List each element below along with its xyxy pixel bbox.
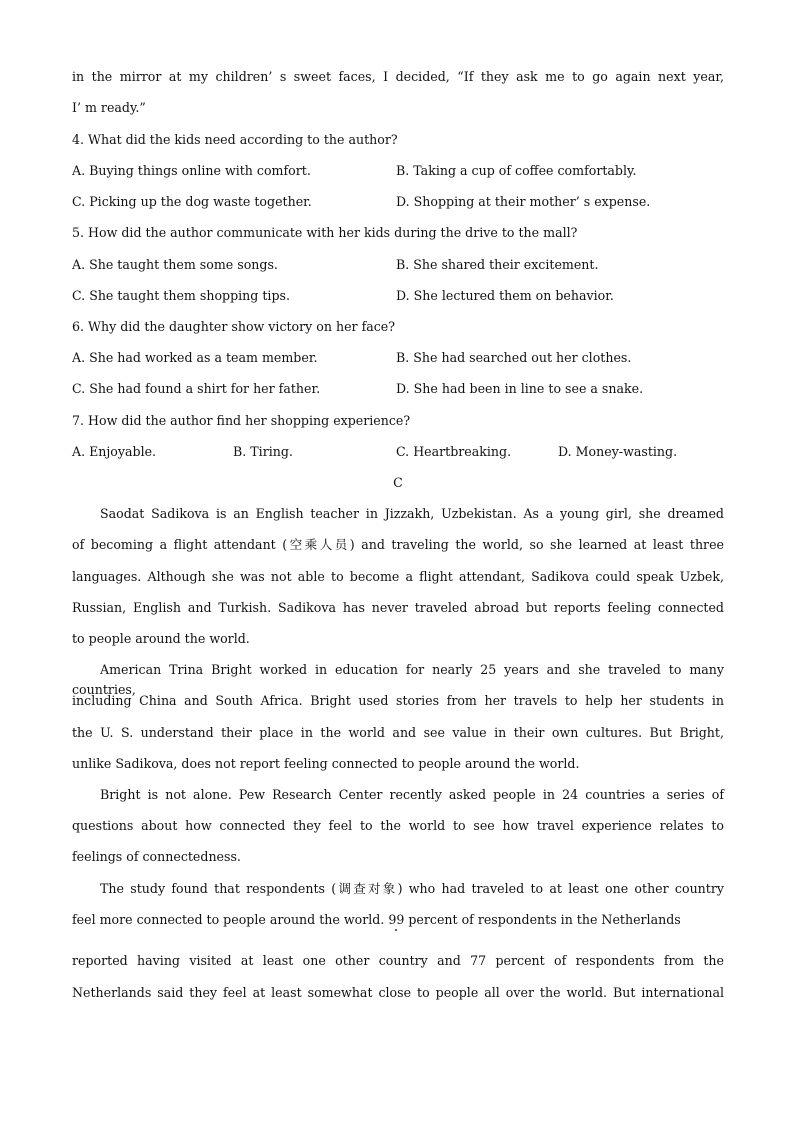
passage-line: Saodat Sadikova is an English teacher in Jizzakh, Uzbekistan. As a young girl, she dreamed bbox=[100, 506, 724, 521]
passage-line: feel more connected to people around the world. 99 percent of respondents in the Netherlands bbox=[72, 912, 681, 927]
question-4-stem: 4. What did the kids need according to the author? bbox=[72, 132, 398, 147]
passage-line: including China and South Africa. Bright used stories from her travels to help her students in bbox=[72, 693, 724, 708]
chinese-gloss: 空乘人员 bbox=[287, 537, 350, 552]
passage-text: of becoming a flight attendant ( bbox=[72, 537, 288, 552]
option-c[interactable]: C. Heartbreaking. bbox=[396, 444, 512, 459]
question-7-stem: 7. How did the author find her shopping experience? bbox=[72, 413, 411, 428]
passage-line: feelings of connectedness. bbox=[72, 849, 241, 864]
chinese-gloss: 调查对象 bbox=[336, 881, 398, 896]
option-c[interactable]: C. She taught them shopping tips. bbox=[72, 288, 290, 303]
option-a[interactable]: A. Buying things online with comfort. bbox=[72, 163, 311, 178]
option-c[interactable]: C. She had found a shirt for her father. bbox=[72, 381, 321, 396]
passage-line: American Trina Bright worked in education for nearly 25 years and she traveled to many countries, bbox=[72, 662, 724, 697]
passage-text: The study found that respondents ( bbox=[100, 881, 337, 896]
passage-line: reported having visited at least one other country and 77 percent of respondents from the bbox=[72, 953, 724, 968]
option-b[interactable]: B. She had searched out her clothes. bbox=[396, 350, 632, 365]
passage-line bbox=[72, 879, 724, 899]
passage-line: Russian, English and Turkish. Sadikova has never traveled abroad but reports feeling connected bbox=[72, 600, 724, 615]
stray-dot bbox=[395, 929, 397, 931]
option-b[interactable]: B. Taking a cup of coffee comfortably. bbox=[396, 163, 637, 178]
question-6-stem: 6. Why did the daughter show victory on her face? bbox=[72, 319, 395, 334]
passage-line: languages. Although she was not able to become a flight attendant, Sadikova could speak Uzbek, bbox=[72, 569, 724, 584]
passage-line: unlike Sadikova, does not report feeling connected to people around the world. bbox=[72, 756, 580, 771]
passage-line: Netherlands said they feel at least somewhat close to people all over the world. But international bbox=[72, 985, 724, 1000]
option-a[interactable]: A. Enjoyable. bbox=[72, 444, 157, 459]
option-a[interactable]: A. She taught them some songs. bbox=[72, 257, 278, 272]
section-heading: C bbox=[393, 475, 403, 490]
passage-line: the U. S. understand their place in the world and see value in their own cultures. But Bright, bbox=[72, 725, 724, 740]
option-b[interactable]: B. She shared their excitement. bbox=[396, 257, 599, 272]
option-d[interactable]: D. She had been in line to see a snake. bbox=[396, 381, 644, 396]
question-5-stem: 5. How did the author communicate with her kids during the drive to the mall? bbox=[72, 225, 578, 240]
option-c[interactable]: C. Picking up the dog waste together. bbox=[72, 194, 312, 209]
option-d[interactable]: D. She lectured them on behavior. bbox=[396, 288, 614, 303]
option-a[interactable]: A. She had worked as a team member. bbox=[72, 350, 318, 365]
passage-line: in the mirror at my children’ s sweet faces, I decided, “If they ask me to go again next year, bbox=[72, 69, 724, 84]
passage-line bbox=[72, 535, 724, 555]
passage-line: I’ m ready.” bbox=[72, 100, 146, 115]
passage-line: questions about how connected they feel to the world to see how travel experience relates to bbox=[72, 818, 724, 833]
passage-line: to people around the world. bbox=[72, 631, 250, 646]
option-d[interactable]: D. Shopping at their mother’ s expense. bbox=[396, 194, 651, 209]
option-b[interactable]: B. Tiring. bbox=[233, 444, 293, 459]
passage-text: ) and traveling the world, so she learned at least three bbox=[349, 537, 724, 552]
passage-line: Bright is not alone. Pew Research Center recently asked people in 24 countries a series of bbox=[100, 787, 724, 802]
option-d[interactable]: D. Money-wasting. bbox=[558, 444, 678, 459]
passage-text: ) who had traveled to at least one other country bbox=[397, 881, 724, 896]
